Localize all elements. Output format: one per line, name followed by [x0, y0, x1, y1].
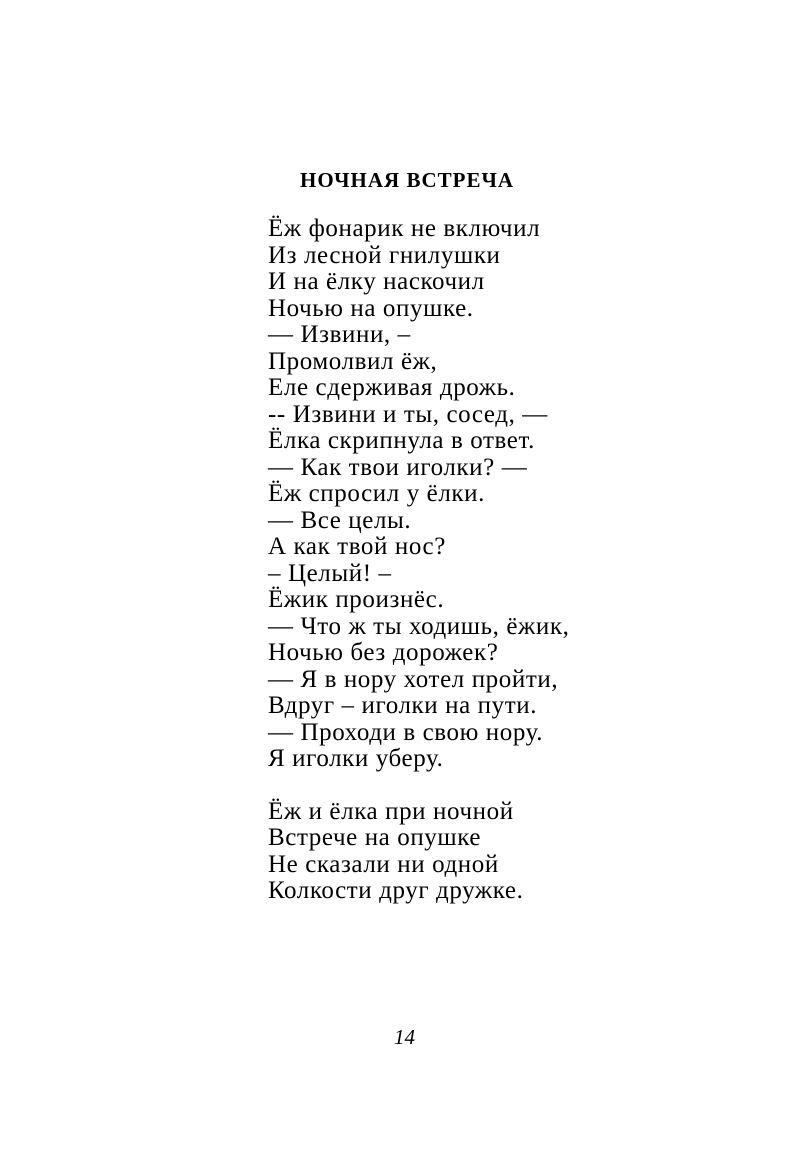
poem-line: — Как твои иголки? —	[268, 453, 528, 481]
poem-line: Еле сдерживая дрожь.	[268, 374, 516, 401]
poem-line: Колкости друг дружке.	[268, 877, 524, 904]
poem-line: Вдруг – иголки на пути.	[268, 692, 538, 719]
poem-line: — Я в нору хотел пройти,	[268, 665, 559, 693]
poem-line: Промолвил ёж,	[268, 347, 438, 375]
poem-line: — Все целы.	[268, 506, 412, 534]
poem-line: Не сказали ни одной	[268, 850, 499, 878]
poem-line: – Целый! –	[268, 559, 392, 587]
poem-line: -- Извини и ты, сосед, —	[268, 400, 548, 428]
poem-line: Встрече на опушке	[268, 824, 482, 851]
poem-line: Ёж фонарик не включил	[268, 215, 541, 242]
page-number: 14	[394, 1025, 415, 1049]
stanza-2	[268, 799, 569, 905]
poem-line: Ёжик произнёс.	[268, 586, 445, 613]
poem-line: А как твой нос?	[268, 533, 446, 560]
poem-line: Ёж спросил у ёлки.	[268, 480, 485, 507]
poem-line: Ночью без дорожек?	[268, 639, 499, 666]
poem-line: — Проходи в свою нору.	[268, 718, 544, 746]
poem-line: — Что ж ты ходишь, ёжик,	[268, 612, 570, 640]
poem-line: Из лесной гнилушки	[268, 241, 501, 269]
poem-line: И на ёлку наскочил	[268, 268, 485, 295]
poem-body	[268, 216, 569, 905]
poem-line: — Извини, –	[268, 321, 411, 348]
poem-line: Ёж и ёлка при ночной	[268, 797, 514, 825]
poem-line: Ёлка скрипнула в ответ.	[268, 427, 535, 454]
poem-title: НОЧНАЯ ВСТРЕЧА	[300, 168, 515, 192]
poem-line: Ночью на опушке.	[268, 294, 474, 322]
poem-line: Я иголки уберу.	[268, 745, 444, 772]
stanza-1	[268, 216, 569, 773]
